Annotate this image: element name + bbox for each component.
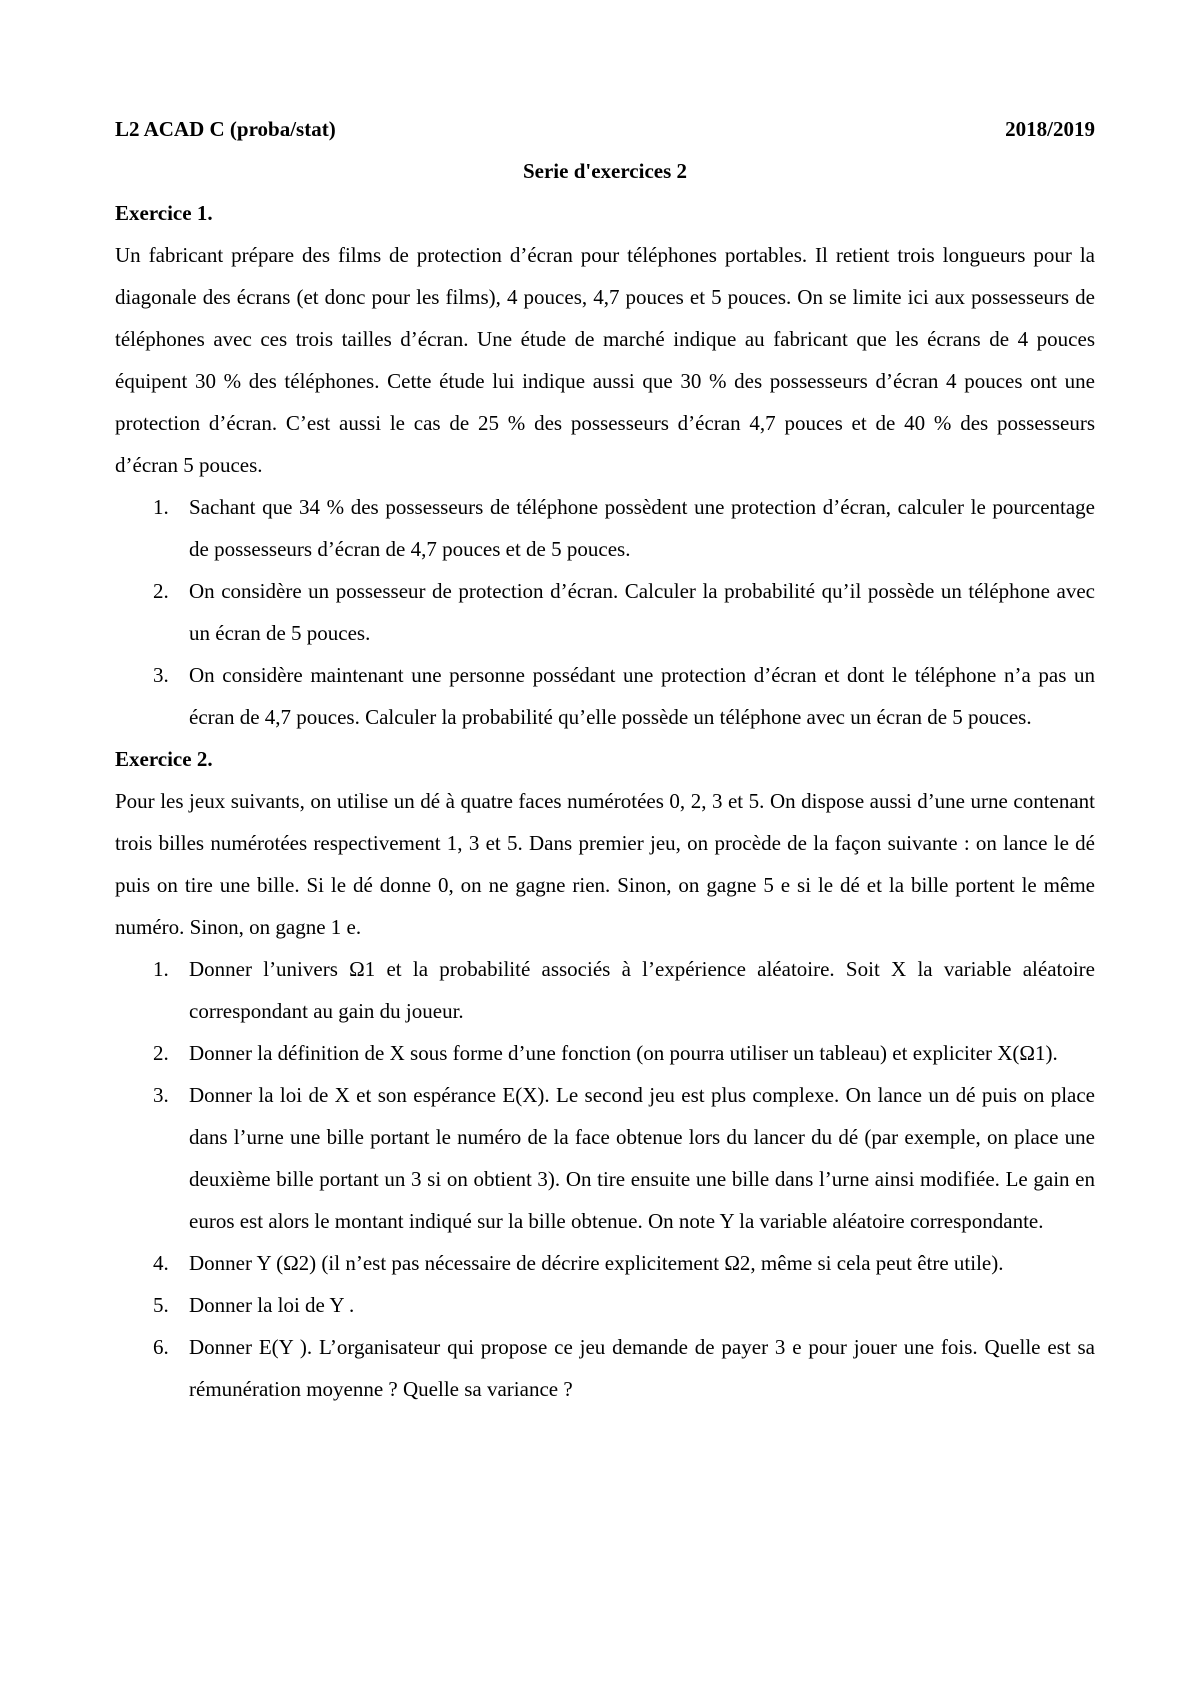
exercise-2-question-5 — [115, 1284, 1095, 1326]
question-number: 4. — [153, 1251, 169, 1275]
exercise-1-intro: Un fabricant prépare des films de protection d’écran pour téléphones portables. Il retient trois longueurs pour la diagonale des écrans (et donc pour les films), 4 pouces, 4,7 pouces et 5 pouces. On se limite ici aux possesseurs de téléphones avec ces trois tailles d’écran. Une étude de marché indique au fabricant que les écrans de 4 pouces équipent 30 % des téléphones. Cette étude lui indique aussi que 30 % des possesseurs d’écran 4 pouces ont une protection d’écran. C’est aussi le cas de 25 % des possesseurs d’écran 4,7 pouces et de 40 % des possesseurs d’écran 5 pouces. — [115, 243, 1095, 477]
question-number: 1. — [153, 957, 169, 981]
question-text: Donner Y (Ω2) (il n’est pas nécessaire de décrire explicitement Ω2, même si cela peut être utile). — [189, 1251, 1004, 1275]
question-number: 3. — [153, 663, 169, 687]
question-number: 2. — [153, 1041, 169, 1065]
question-number: 1. — [153, 495, 169, 519]
exercise-1-question-3 — [115, 654, 1095, 738]
question-text: Donner la définition de X sous forme d’une fonction (on pourra utiliser un tableau) et expliciter X(Ω1). — [189, 1041, 1058, 1065]
exercise-1-title: Exercice 1. — [115, 201, 213, 225]
exercise-2-title: Exercice 2. — [115, 747, 213, 771]
exercise-1-question-2 — [115, 570, 1095, 654]
question-text: Donner E(Y ). L’organisateur qui propose ce jeu demande de payer 3 e pour jouer une fois. Quelle est sa rémunération moyenne ? Quelle sa variance ? — [189, 1335, 1095, 1401]
exercise-2-question-4 — [115, 1242, 1095, 1284]
question-number: 3. — [153, 1083, 169, 1107]
exercise-2-question-3 — [115, 1074, 1095, 1242]
exercise-2-questions — [115, 948, 1095, 1410]
academic-year: 2018/2019 — [1005, 117, 1095, 141]
question-text: Donner la loi de Y . — [189, 1293, 355, 1317]
question-number: 5. — [153, 1293, 169, 1317]
series-title: Serie d'exercices 2 — [522, 159, 688, 183]
question-text: Donner l’univers Ω1 et la probabilité associés à l’expérience aléatoire. Soit X la variable aléatoire correspondant au gain du joueur. — [189, 957, 1095, 1023]
exercise-2-question-2 — [115, 1032, 1095, 1074]
question-number: 6. — [153, 1335, 169, 1359]
document-content — [115, 108, 1095, 1410]
exercise-2-question-1 — [115, 948, 1095, 1032]
question-text: Sachant que 34 % des possesseurs de téléphone possèdent une protection d’écran, calculer le pourcentage de possesseurs d’écran de 4,7 pouces et de 5 pouces. — [189, 495, 1095, 561]
question-text: On considère un possesseur de protection d’écran. Calculer la probabilité qu’il possède un téléphone avec un écran de 5 pouces. — [189, 579, 1095, 645]
question-number: 2. — [153, 579, 169, 603]
course-title: L2 ACAD C (proba/stat) — [115, 117, 336, 141]
exercise-1-question-1 — [115, 486, 1095, 570]
question-text: Donner la loi de X et son espérance E(X). Le second jeu est plus complexe. On lance un dé puis on place dans l’urne une bille portant le numéro de la face obtenue lors du lancer du dé (par exemple, on place une deuxième bille portant un 3 si on obtient 3). On tire ensuite une bille dans l’urne ainsi modifiée. Le gain en euros est alors le montant indiqué sur la bille obtenue. On note Y la variable aléatoire correspondante. — [189, 1083, 1095, 1233]
header-row — [115, 108, 1095, 150]
question-text: On considère maintenant une personne possédant une protection d’écran et dont le téléphone n’a pas un écran de 4,7 pouces. Calculer la probabilité qu’elle possède un téléphone avec un écran de 5 pouces. — [189, 663, 1095, 729]
exercise-2-question-6 — [115, 1326, 1095, 1410]
exercise-1-questions — [115, 486, 1095, 738]
exercise-2-intro: Pour les jeux suivants, on utilise un dé à quatre faces numérotées 0, 2, 3 et 5. On dispose aussi d’une urne contenant trois billes numérotées respectivement 1, 3 et 5. Dans premier jeu, on procède de la façon suivante : on lance le dé puis on tire une bille. Si le dé donne 0, on ne gagne rien. Sinon, on gagne 5 e si le dé et la bille portent le même numéro. Sinon, on gagne 1 e. — [115, 789, 1095, 939]
